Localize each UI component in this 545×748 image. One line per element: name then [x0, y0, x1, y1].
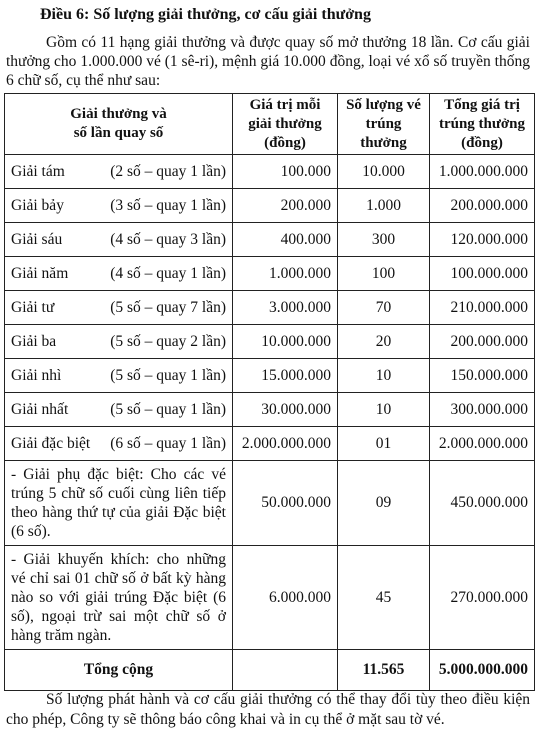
- prize-count: 45: [338, 546, 430, 650]
- prize-name: Giải tám: [11, 162, 65, 180]
- prize-total: 300.000.000: [430, 393, 535, 427]
- prize-value: 3.000.000: [233, 291, 338, 325]
- encouragement-desc: - Giải khuyến khích: cho những vé chỉ sai 01 chữ số ở bất kỳ hàng nào so với giải trúng Đặc biệt (6 số), ngoại trừ sai một chữ số ở hàng trăm ngàn.: [5, 546, 233, 650]
- table-row: [5, 155, 535, 189]
- prize-count: 100: [338, 257, 430, 291]
- prize-draw: (5 số – quay 2 lần): [110, 332, 226, 350]
- table-row: [5, 359, 535, 393]
- table-total-row: [5, 650, 535, 691]
- prize-total: 200.000.000: [430, 325, 535, 359]
- header-value-line2: giải thưởng: [248, 115, 322, 132]
- total-count: 11.565: [338, 650, 430, 691]
- prize-total: 270.000.000: [430, 546, 535, 650]
- prize-total: 150.000.000: [430, 359, 535, 393]
- table-row: [5, 291, 535, 325]
- header-prize-line1: Giải thưởng và: [70, 106, 167, 122]
- prize-count: 20: [338, 325, 430, 359]
- prize-name-cell: [5, 325, 233, 359]
- outro-paragraph: Số lượng phát hành và cơ cấu giải thưởng có thể thay đổi tùy theo điều kiện cho phép, Công ty sẽ thông báo công khai và in cụ thể ở mặt sau tờ vé.: [6, 691, 530, 728]
- prize-count: 09: [338, 461, 430, 546]
- prize-count: 01: [338, 427, 430, 461]
- intro-paragraph: Gồm có 11 hạng giải thưởng và được quay số mở thưởng 18 lần. Cơ cấu giải thưởng cho 1.000.000 vé (1 sê-ri), mệnh giá 10.000 đồng, loại vé xổ số truyền thống 6 chữ số, cụ thể như sau:: [6, 34, 530, 89]
- header-value: [233, 94, 338, 155]
- prize-count: 10: [338, 359, 430, 393]
- prize-total: 200.000.000: [430, 189, 535, 223]
- prize-value: 200.000: [233, 189, 338, 223]
- table-row: [5, 325, 535, 359]
- header-count-line1: Số lượng vé: [346, 96, 421, 113]
- prize-total: 2.000.000.000: [430, 427, 535, 461]
- table-row: [5, 427, 535, 461]
- prize-total: 450.000.000: [430, 461, 535, 546]
- prize-name: Giải năm: [11, 264, 69, 282]
- prize-value: 100.000: [233, 155, 338, 189]
- total-empty-cell: [233, 650, 338, 691]
- prize-name-cell: [5, 359, 233, 393]
- prize-count: 300: [338, 223, 430, 257]
- prize-draw: (6 số – quay 1 lần): [110, 434, 226, 452]
- prize-name-cell: [5, 155, 233, 189]
- special-consolation-desc: - Giải phụ đặc biệt: Cho các vé trúng 5 chữ số cuối cùng liên tiếp theo hàng thứ tự của giải Đặc biệt (6 số).: [5, 461, 233, 546]
- header-count: [338, 94, 430, 155]
- prize-name: Giải đặc biệt: [11, 434, 91, 452]
- prize-name-cell: [5, 189, 233, 223]
- header-total-line2: trúng thưởng: [438, 115, 526, 132]
- header-value-line3: (đồng): [264, 134, 306, 151]
- prize-name: Giải ba: [11, 332, 57, 350]
- prize-count: 10: [338, 393, 430, 427]
- prize-name: Giải nhì: [11, 366, 62, 384]
- header-count-line3: thưởng: [360, 134, 407, 151]
- prize-draw: (5 số – quay 1 lần): [110, 400, 226, 418]
- prize-value: 2.000.000.000: [233, 427, 338, 461]
- prize-name-cell: [5, 223, 233, 257]
- header-value-line1: Giá trị mỗi: [249, 96, 321, 113]
- prize-name: Giải nhất: [11, 400, 69, 418]
- header-total: [430, 94, 535, 155]
- prize-draw: (5 số – quay 7 lần): [110, 298, 226, 316]
- prize-total: 1.000.000.000: [430, 155, 535, 189]
- prize-name: Giải sáu: [11, 230, 63, 248]
- prize-name: Giải bảy: [11, 196, 64, 214]
- prize-structure-table: [4, 93, 535, 691]
- prize-name-cell: [5, 257, 233, 291]
- header-total-line3: (đồng): [461, 134, 503, 151]
- prize-value: 1.000.000: [233, 257, 338, 291]
- prize-name: Giải tư: [11, 298, 55, 316]
- total-value: 5.000.000.000: [430, 650, 535, 691]
- article-heading: Điều 6: Số lượng giải thưởng, cơ cấu giải thưởng: [40, 6, 371, 23]
- prize-count: 70: [338, 291, 430, 325]
- prize-value: 50.000.000: [233, 461, 338, 546]
- table-header-row: [5, 94, 535, 155]
- prize-value: 400.000: [233, 223, 338, 257]
- prize-count: 1.000: [338, 189, 430, 223]
- header-total-line1: Tổng giá trị: [444, 96, 520, 113]
- prize-draw: (5 số – quay 1 lần): [110, 366, 226, 384]
- prize-draw: (3 số – quay 1 lần): [110, 196, 226, 214]
- prize-total: 120.000.000: [430, 223, 535, 257]
- prize-draw: (2 số – quay 1 lần): [110, 162, 226, 180]
- prize-value: 10.000.000: [233, 325, 338, 359]
- table-row: [5, 223, 535, 257]
- prize-total: 100.000.000: [430, 257, 535, 291]
- total-label: Tổng cộng: [5, 650, 233, 691]
- prize-total: 210.000.000: [430, 291, 535, 325]
- table-row: [5, 257, 535, 291]
- prize-name-cell: [5, 291, 233, 325]
- prize-name-cell: [5, 393, 233, 427]
- table-row: [5, 393, 535, 427]
- prize-name-cell: [5, 427, 233, 461]
- prize-value: 30.000.000: [233, 393, 338, 427]
- prize-draw: (4 số – quay 1 lần): [110, 264, 226, 282]
- table-row: [5, 189, 535, 223]
- prize-count: 10.000: [338, 155, 430, 189]
- prize-value: 6.000.000: [233, 546, 338, 650]
- prize-draw: (4 số – quay 3 lần): [110, 230, 226, 248]
- table-row-encouragement: [5, 546, 535, 650]
- header-prize-line2: số lần quay số: [73, 125, 164, 141]
- table-row-special-consolation: [5, 461, 535, 546]
- header-prize: [5, 94, 233, 155]
- header-count-line2: trúng: [365, 115, 402, 132]
- prize-value: 15.000.000: [233, 359, 338, 393]
